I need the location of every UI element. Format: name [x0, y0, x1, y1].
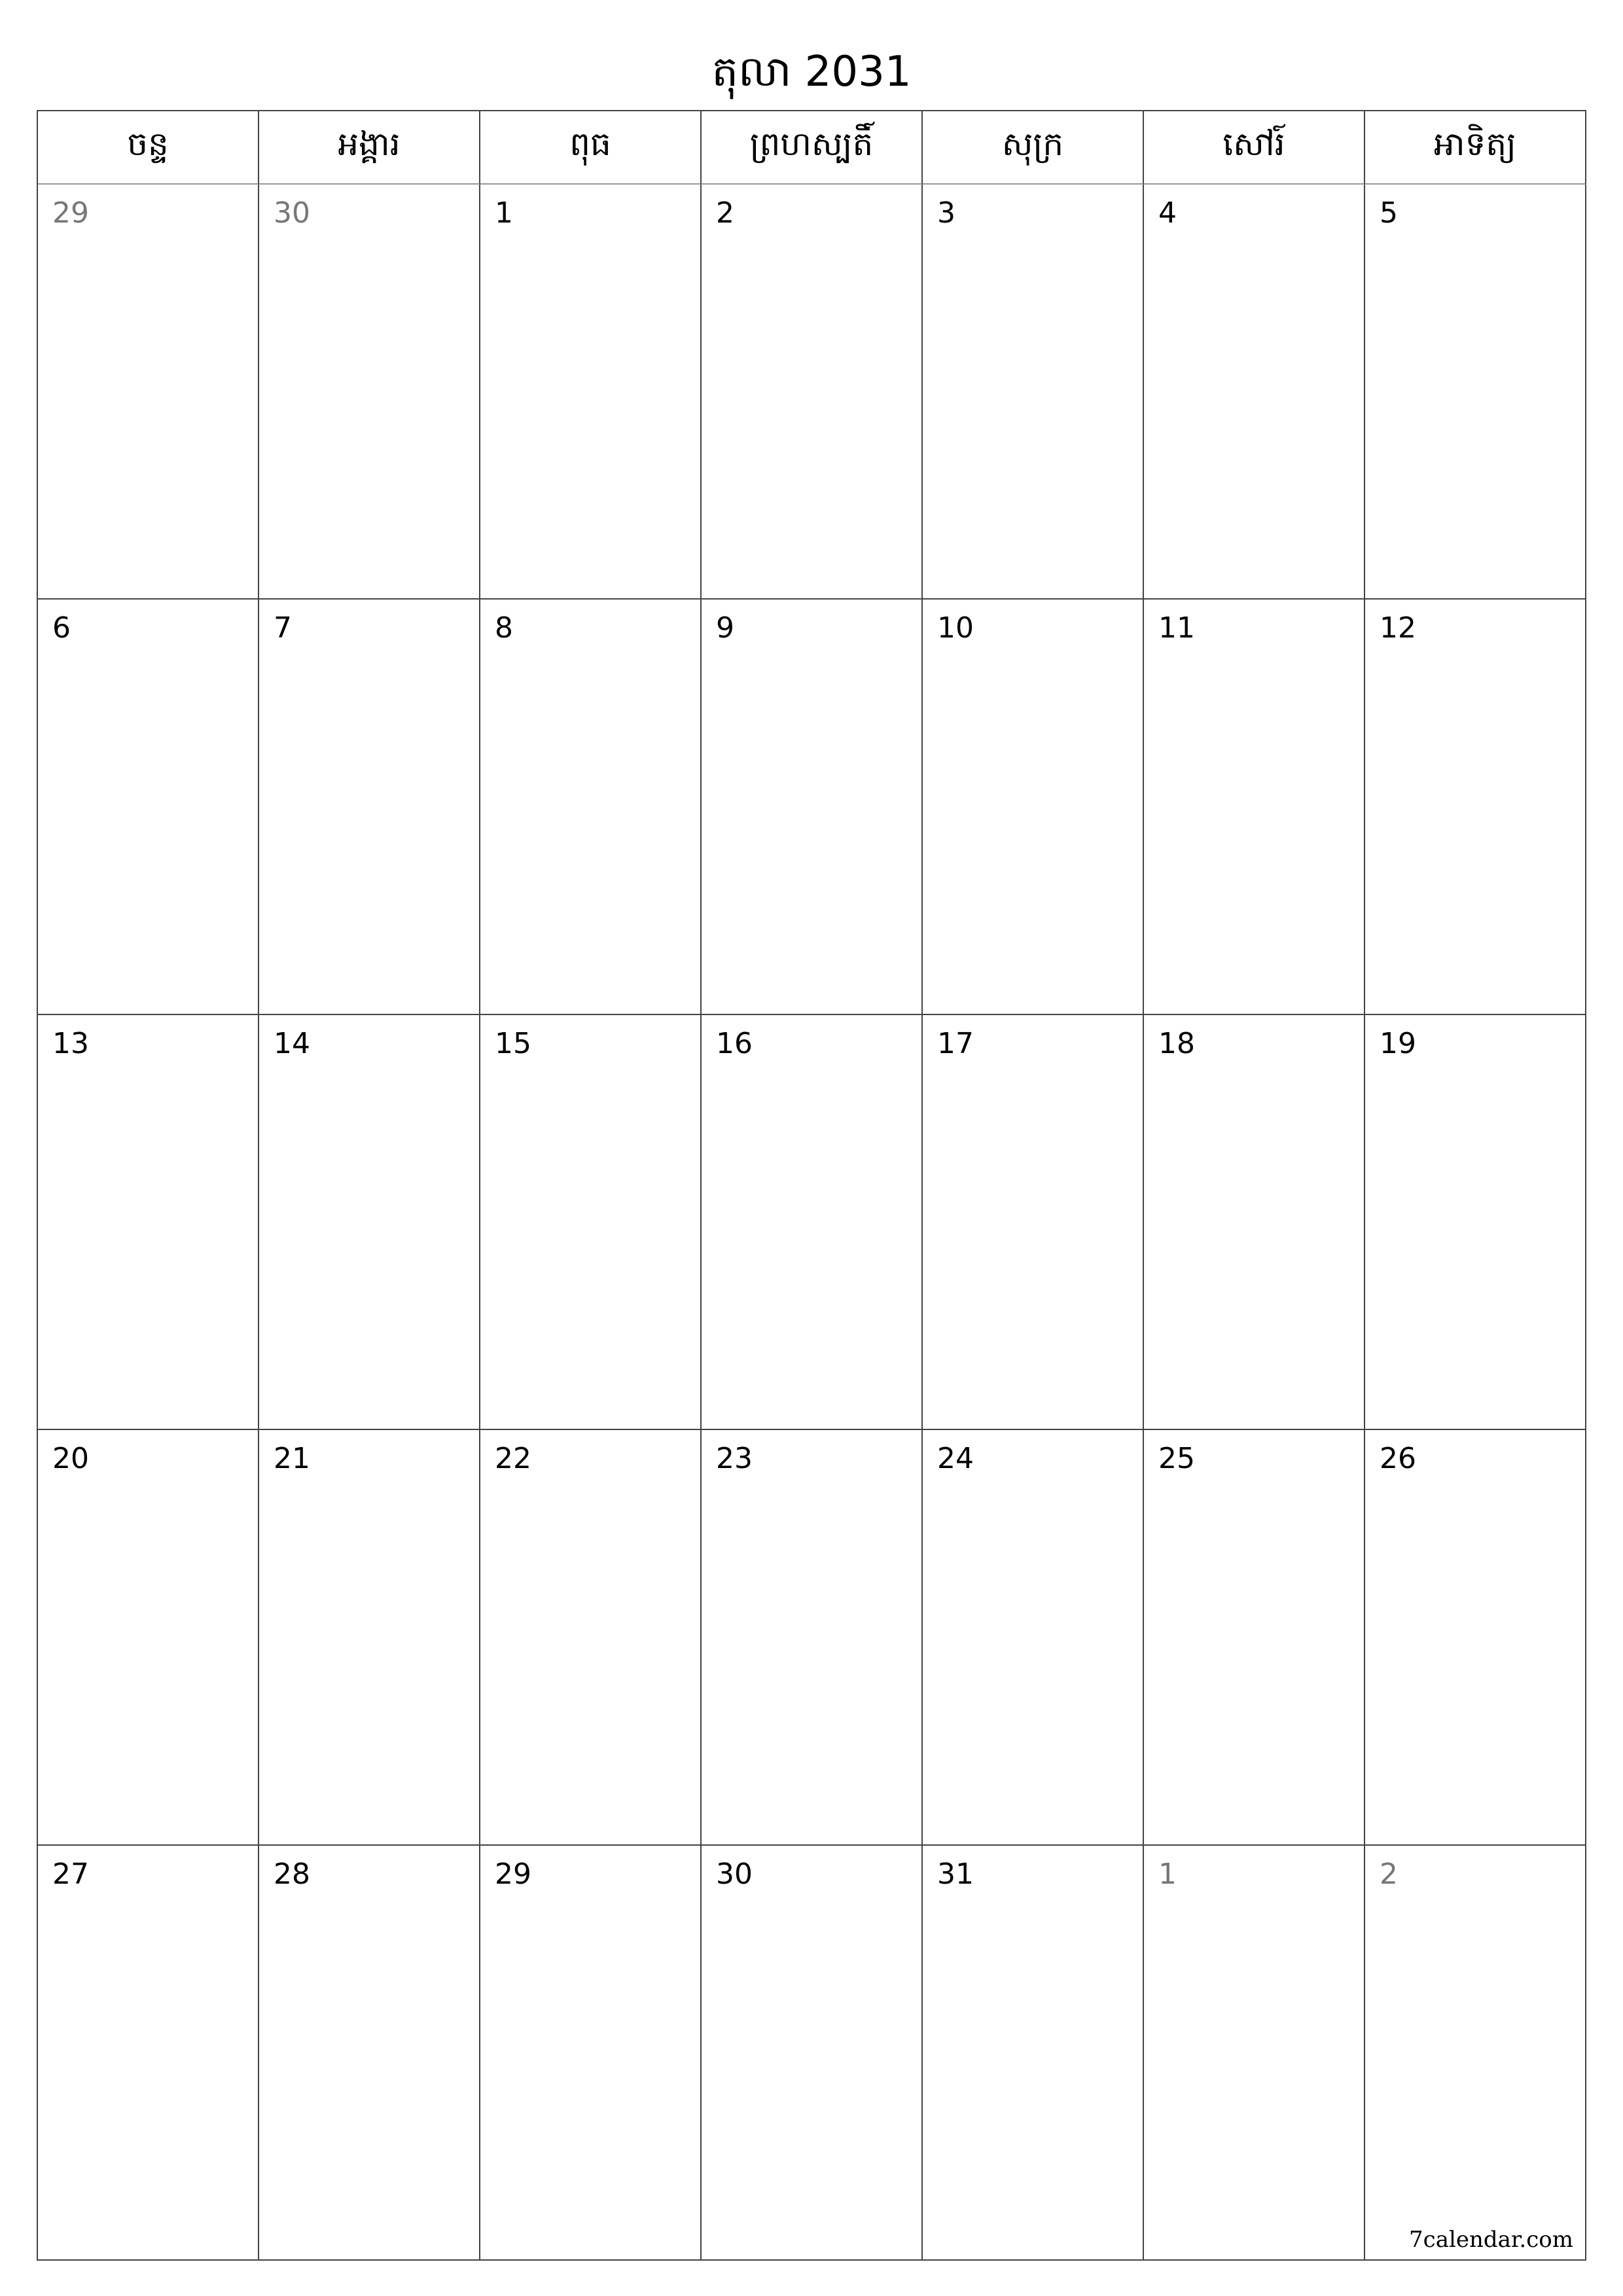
- day-number: 23: [716, 1442, 753, 1476]
- day-cell: [702, 185, 923, 600]
- day-cell: [259, 1015, 480, 1430]
- day-cell: [480, 185, 702, 600]
- day-number: 30: [716, 1857, 753, 1891]
- day-number: 1: [1158, 1857, 1177, 1891]
- weekday-header-sun: អាទិត្យ: [1365, 111, 1586, 185]
- page-title: តុលា 2031: [711, 48, 912, 96]
- day-cell: [1365, 185, 1586, 600]
- day-number: 20: [52, 1442, 89, 1476]
- day-cell: [1144, 1846, 1365, 2261]
- day-cell: [1144, 600, 1365, 1014]
- day-number: 29: [52, 196, 89, 230]
- day-number: 12: [1380, 611, 1416, 645]
- day-number: 24: [937, 1442, 974, 1476]
- weekday-header-mon: ចន្ទ: [38, 111, 259, 185]
- calendar-grid: [37, 110, 1586, 2261]
- day-cell: [259, 1846, 480, 2261]
- day-number: 3: [937, 196, 955, 230]
- day-number: 18: [1158, 1026, 1195, 1060]
- day-cell: [702, 1015, 923, 1430]
- day-cell: [1365, 1846, 1586, 2261]
- day-cell: [923, 600, 1144, 1014]
- day-number: 26: [1380, 1442, 1416, 1476]
- day-cell: [480, 600, 702, 1014]
- day-number: 5: [1380, 196, 1398, 230]
- day-cell: [480, 1846, 702, 2261]
- day-number: 22: [495, 1442, 531, 1476]
- day-number: 27: [52, 1857, 89, 1891]
- day-cell: [702, 600, 923, 1014]
- day-number: 28: [274, 1857, 310, 1891]
- day-number: 16: [716, 1026, 753, 1060]
- day-number: 21: [274, 1442, 310, 1476]
- site-credit: 7calendar.com: [1409, 2227, 1573, 2253]
- day-cell: [480, 1430, 702, 1845]
- day-number: 31: [937, 1857, 974, 1891]
- day-number: 25: [1158, 1442, 1195, 1476]
- day-number: 10: [937, 611, 974, 645]
- day-cell: [702, 1430, 923, 1845]
- day-cell: [38, 185, 259, 600]
- day-number: 4: [1158, 196, 1177, 230]
- weekday-header-tue: អង្គារ: [259, 111, 480, 185]
- day-cell: [259, 185, 480, 600]
- day-cell: [702, 1846, 923, 2261]
- day-cell: [38, 1846, 259, 2261]
- day-number: 30: [274, 196, 310, 230]
- day-cell: [38, 1015, 259, 1430]
- day-number: 1: [495, 196, 513, 230]
- day-number: 29: [495, 1857, 531, 1891]
- day-cell: [1365, 1015, 1586, 1430]
- day-cell: [923, 185, 1144, 600]
- day-cell: [38, 600, 259, 1014]
- day-number: 13: [52, 1026, 89, 1060]
- day-cell: [259, 1430, 480, 1845]
- day-cell: [259, 600, 480, 1014]
- day-cell: [38, 1430, 259, 1845]
- day-cell: [1144, 1430, 1365, 1845]
- weekday-header-fri: សុក្រ: [923, 111, 1144, 185]
- day-number: 6: [52, 611, 71, 645]
- day-cell: [923, 1846, 1144, 2261]
- weekday-header-thu: ព្រហស្បតិ៍: [702, 111, 923, 185]
- day-number: 7: [274, 611, 292, 645]
- day-cell: [1144, 1015, 1365, 1430]
- day-cell: [923, 1430, 1144, 1845]
- day-cell: [480, 1015, 702, 1430]
- day-number: 2: [1380, 1857, 1398, 1891]
- day-number: 2: [716, 196, 734, 230]
- day-number: 15: [495, 1026, 531, 1060]
- day-number: 17: [937, 1026, 974, 1060]
- day-number: 9: [716, 611, 734, 645]
- day-number: 11: [1158, 611, 1195, 645]
- day-cell: [1365, 600, 1586, 1014]
- day-number: 19: [1380, 1026, 1416, 1060]
- day-cell: [1365, 1430, 1586, 1845]
- day-number: 14: [274, 1026, 310, 1060]
- weekday-header-sat: សៅរ៍: [1144, 111, 1365, 185]
- day-cell: [1144, 185, 1365, 600]
- day-number: 8: [495, 611, 513, 645]
- day-cell: [923, 1015, 1144, 1430]
- weekday-header-wed: ពុធ: [480, 111, 702, 185]
